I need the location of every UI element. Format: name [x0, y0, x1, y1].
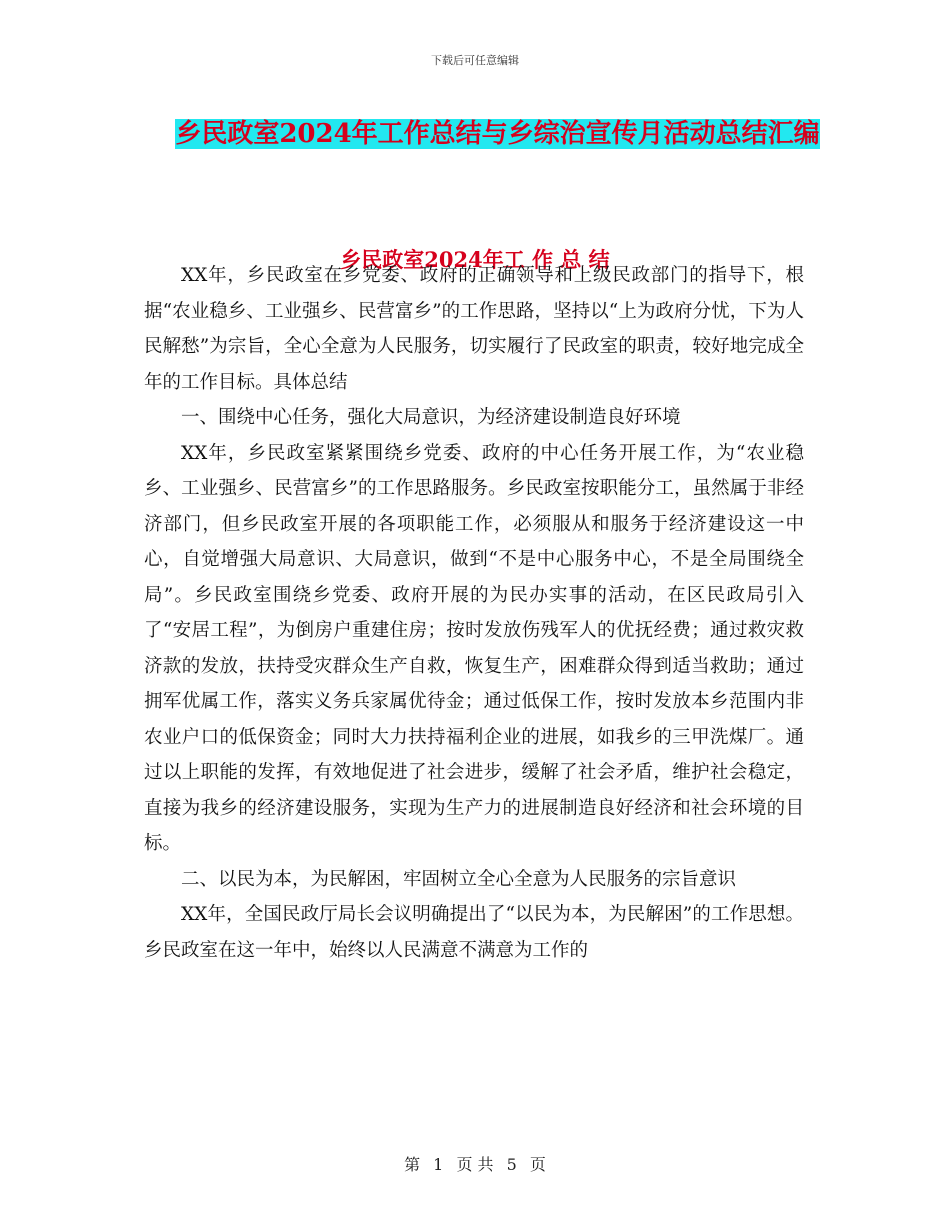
footer-prefix: 第	[404, 1155, 421, 1174]
page-total: 5	[506, 1155, 517, 1174]
document-title-text: 乡民政室2024年工作总结与乡综治宣传月活动总结汇编	[175, 119, 820, 149]
paragraph: XX年，乡民政室紧紧围绕乡党委、政府的中心任务开展工作，为“农业稳乡、工业强乡、民营富乡”的工作思路服务。乡民政室按职能分工，虽然属于非经济部门，但乡民政室开展的各项职能工作，必须服从和服务于经济建设这一中心，自觉增强大局意识、大局意识，做到“不是中心服务中心，不是全局围绕全局”。乡民政室围绕乡党委、政府开展的为民办实事的活动，在区民政局引入了“安居工程”，为倒房户重建住房；按时发放伤残军人的优抚经费；通过救灾救济款的发放，扶持受灾群众生产自救，恢复生产，困难群众得到适当救助；通过拥军优属工作，落实义务兵家属优待金；通过低保工作，按时发放本乡范围内非农业户口的低保资金；同时大力扶持福利企业的进展，如我乡的三甲洗煤厂。通过以上职能的发挥，有效地促进了社会进步，缓解了社会矛盾，维护社会稳定，直接为我乡的经济建设服务，实现为生产力的进展制造良好经济和社会环境的目标。	[144, 442, 804, 854]
section-title: 乡民政室2024年工 作 总 结	[340, 247, 610, 272]
footer-middle: 页 共	[456, 1155, 494, 1174]
header-note: 下载后可任意编辑	[431, 54, 519, 67]
paragraph: 二、以民为本，为民解困，牢固树立全心全意为人民服务的宗旨意识	[181, 868, 737, 890]
document-body	[144, 258, 804, 968]
paragraph: XX年，全国民政厅局长会议明确提出了“以民为本，为民解困”的工作思想。乡民政室在这一年中，始终以人民满意不满意为工作的	[144, 904, 804, 961]
document-title	[140, 110, 855, 158]
paragraph: 一、围绕中心任务，强化大局意识，为经济建设制造良好环境	[181, 407, 681, 428]
footer-suffix: 页	[529, 1155, 546, 1174]
page-footer	[0, 1152, 950, 1175]
paragraph: XX年，乡民政室在乡党委、政府的正确领导和上级民政部门的指导下，根据“农业稳乡、工业强乡、民营富乡”的工作思路，坚持以“上为政府分忧，下为人民解愁”为宗旨，全心全意为人民服务，切实履行了民政室的职责，较好地完成全年的工作目标。具体总结	[144, 265, 804, 393]
page-number: 1	[433, 1155, 444, 1174]
